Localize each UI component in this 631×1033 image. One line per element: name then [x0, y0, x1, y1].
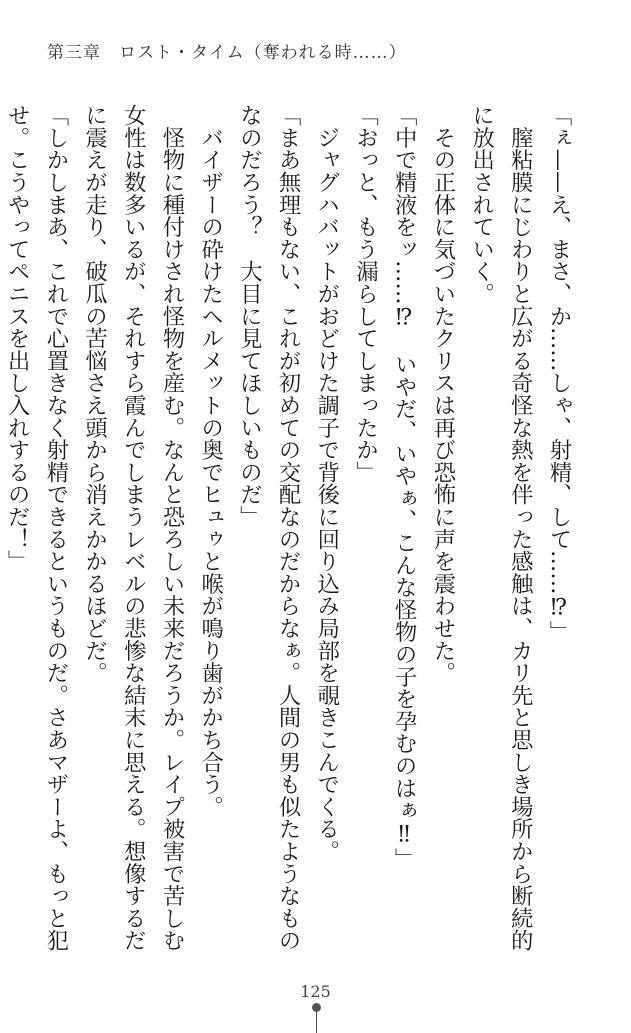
page-ornament-line [316, 1011, 317, 1033]
paragraph: 「まあ無理もない、これが初めての交配なのだからなぁ。人間の男も似たようなものなのだろう？ 大目に見てほしいものだ」 [236, 104, 302, 952]
paragraph: 「しかしまあ、これで心置きなく射精できるというものだ。さあマザーよ、もっと犯せ。こうやってペニスを出し入れするのだ！」 [4, 104, 69, 952]
paragraph: 怪物に種付けされ怪物を産む。なんと恐ろしい未来だろうか。レイプ被害で苦しむ女性は数多いるが、それすら霞んでしまうレベルの悲惨な結末に思える。想像するだに震えが走り、破瓜の苦悩さえ頭から消えかかるほどだ。 [81, 104, 185, 952]
paragraph: ジャグハバットがおどけた調子で背後に回り込み局部を覗きこんでくる。 [313, 104, 340, 863]
paragraph: 「ぇ——え、まさ、か……しゃ、射精、して……⁉」 [546, 104, 572, 643]
paragraph: その正体に気づいたクリスは再び恐怖に声を震わせた。 [429, 104, 456, 684]
running-head: 第三章 ロスト・タイム（奪われる時……） [47, 43, 407, 63]
paragraph: 「おっと、もう漏らしてしまったか」 [352, 104, 379, 484]
paragraph: バイザーの砕けたヘルメットの奥でヒュゥと喉が鳴り歯がかち合う。 [197, 104, 224, 818]
paragraph: 「中で精液をッ……⁉ いやだ、いやぁ、こんな怪物の子を孕むのはぁ‼」 [391, 104, 418, 870]
paragraph: 膣粘膜にじわりと広がる奇怪な熱を伴った感触は、カリ先と思しき場所から断続的に放出されていく。 [468, 104, 534, 952]
page-number: 125 [300, 982, 331, 1001]
body-text [4, 104, 578, 954]
